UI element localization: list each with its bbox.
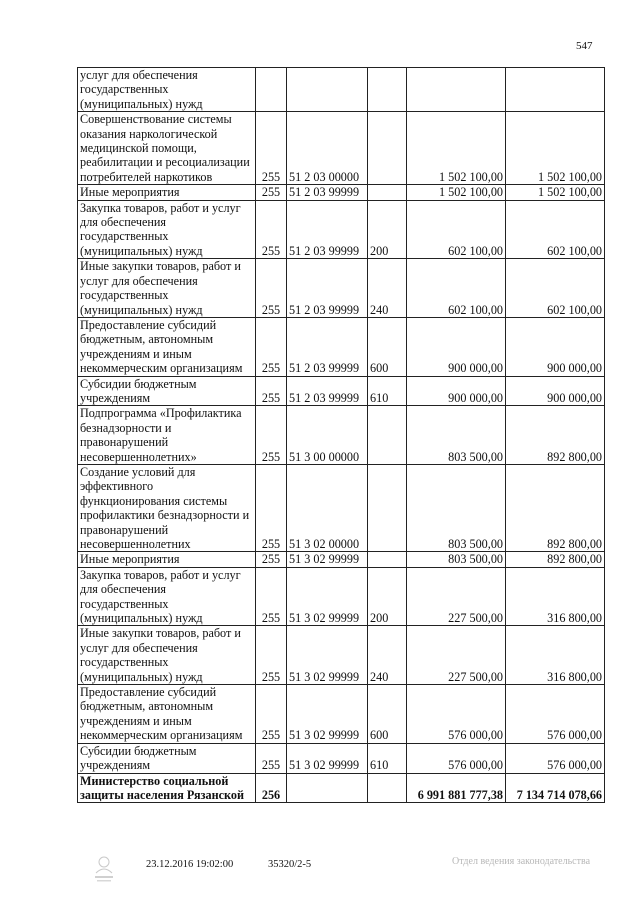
row-amount-2017-cell: 803 500,00 [407,552,506,567]
row-target-article-cell: 51 3 02 99999 [287,626,368,685]
row-amount-2018-cell: 576 000,00 [506,685,605,744]
row-expense-type-cell [368,773,407,803]
budget-table-body [78,68,605,803]
table-row [78,200,605,259]
row-name-cell: Иные закупки товаров, работ и услуг для обеспечения государственных (муниципальных) нужд [78,259,256,318]
row-admin-code-cell: 255 [256,567,287,626]
row-admin-code-cell: 255 [256,464,287,551]
document-emblem-icon [90,853,118,883]
row-amount-2018-cell [506,68,605,112]
row-admin-code-cell: 255 [256,112,287,185]
row-expense-type-cell [368,112,407,185]
row-amount-2017-cell: 1 502 100,00 [407,112,506,185]
row-expense-type-cell: 600 [368,317,407,376]
row-amount-2017-cell: 6 991 881 777,38 [407,773,506,803]
row-expense-type-cell: 200 [368,567,407,626]
row-amount-2017-cell: 227 500,00 [407,626,506,685]
row-target-article-cell: 51 2 03 99999 [287,317,368,376]
row-amount-2017-cell: 803 500,00 [407,406,506,465]
row-target-article-cell: 51 2 03 99999 [287,376,368,406]
row-admin-code-cell: 255 [256,406,287,465]
row-name-cell: Совершенствование системы оказания наркологической медицинской помощи, реабилитации и ресоциализации потребителей наркотиков [78,112,256,185]
row-amount-2017-cell: 900 000,00 [407,376,506,406]
row-admin-code-cell: 255 [256,552,287,567]
row-amount-2018-cell: 576 000,00 [506,743,605,773]
row-amount-2018-cell: 892 800,00 [506,464,605,551]
row-admin-code-cell: 256 [256,773,287,803]
table-row [78,685,605,744]
row-amount-2018-cell: 7 134 714 078,66 [506,773,605,803]
row-name-cell: Иные закупки товаров, работ и услуг для обеспечения государственных (муниципальных) нужд [78,626,256,685]
row-admin-code-cell: 255 [256,185,287,200]
row-name-cell: услуг для обеспечения государственных (муниципальных) нужд [78,68,256,112]
row-amount-2018-cell: 602 100,00 [506,259,605,318]
row-name-cell: Субсидии бюджетным учреждениям [78,743,256,773]
row-name-cell: Закупка товаров, работ и услуг для обеспечения государственных (муниципальных) нужд [78,200,256,259]
row-amount-2017-cell: 803 500,00 [407,464,506,551]
page-number: 547 [576,40,593,52]
row-amount-2017-cell: 1 502 100,00 [407,185,506,200]
budget-table [77,67,605,803]
row-expense-type-cell [368,464,407,551]
table-row [78,464,605,551]
row-target-article-cell: 51 2 03 00000 [287,112,368,185]
row-expense-type-cell: 240 [368,259,407,318]
row-name-cell: Предоставление субсидий бюджетным, автономным учреждениям и иным некоммерческим организациям [78,685,256,744]
row-expense-type-cell: 610 [368,743,407,773]
row-admin-code-cell: 255 [256,259,287,318]
row-target-article-cell: 51 2 03 99999 [287,185,368,200]
row-expense-type-cell: 240 [368,626,407,685]
row-expense-type-cell [368,68,407,112]
row-expense-type-cell: 200 [368,200,407,259]
row-expense-type-cell [368,552,407,567]
row-amount-2017-cell: 602 100,00 [407,200,506,259]
row-target-article-cell [287,68,368,112]
row-target-article-cell [287,773,368,803]
row-amount-2018-cell: 316 800,00 [506,626,605,685]
row-amount-2018-cell: 900 000,00 [506,317,605,376]
row-admin-code-cell: 255 [256,743,287,773]
row-target-article-cell: 51 3 02 00000 [287,464,368,551]
row-amount-2018-cell: 316 800,00 [506,567,605,626]
row-amount-2017-cell: 227 500,00 [407,567,506,626]
table-row [78,552,605,567]
row-amount-2017-cell: 576 000,00 [407,743,506,773]
row-admin-code-cell: 255 [256,376,287,406]
row-expense-type-cell [368,185,407,200]
table-row [78,567,605,626]
table-row [78,626,605,685]
row-target-article-cell: 51 3 02 99999 [287,567,368,626]
table-row [78,68,605,112]
table-row [78,773,605,803]
table-row [78,112,605,185]
row-name-cell: Закупка товаров, работ и услуг для обеспечения государственных (муниципальных) нужд [78,567,256,626]
row-amount-2018-cell: 892 800,00 [506,552,605,567]
row-admin-code-cell [256,68,287,112]
row-expense-type-cell: 600 [368,685,407,744]
row-expense-type-cell [368,406,407,465]
page-footer [0,855,640,895]
table-row [78,406,605,465]
row-name-cell: Иные мероприятия [78,552,256,567]
row-name-cell: Создание условий для эффективного функционирования системы профилактики безнадзорности и правонарушений несовершеннолетних [78,464,256,551]
table-row [78,185,605,200]
row-amount-2018-cell: 602 100,00 [506,200,605,259]
row-admin-code-cell: 255 [256,200,287,259]
row-expense-type-cell: 610 [368,376,407,406]
row-name-cell: Министерство социальной защиты населения Рязанской [78,773,256,803]
table-row [78,259,605,318]
row-name-cell: Предоставление субсидий бюджетным, автономным учреждениям и иным некоммерческим организациям [78,317,256,376]
document-number: 35320/2-5 [268,859,312,870]
row-target-article-cell: 51 2 03 99999 [287,200,368,259]
row-amount-2018-cell: 1 502 100,00 [506,112,605,185]
row-target-article-cell: 51 3 02 99999 [287,552,368,567]
row-target-article-cell: 51 3 02 99999 [287,685,368,744]
row-target-article-cell: 51 3 02 99999 [287,743,368,773]
row-name-cell: Иные мероприятия [78,185,256,200]
row-amount-2018-cell: 1 502 100,00 [506,185,605,200]
row-amount-2018-cell: 900 000,00 [506,376,605,406]
row-name-cell: Субсидии бюджетным учреждениям [78,376,256,406]
row-admin-code-cell: 255 [256,317,287,376]
stamp-note: Отдел ведения законодательства [451,856,591,867]
registration-timestamp: 23.12.2016 19:02:00 [146,859,234,870]
row-admin-code-cell: 255 [256,626,287,685]
row-amount-2018-cell: 892 800,00 [506,406,605,465]
table-row [78,376,605,406]
row-amount-2017-cell: 602 100,00 [407,259,506,318]
row-name-cell: Подпрограмма «Профилактика безнадзорности и правонарушений несовершеннолетних» [78,406,256,465]
row-amount-2017-cell: 576 000,00 [407,685,506,744]
table-row [78,317,605,376]
row-admin-code-cell: 255 [256,685,287,744]
row-target-article-cell: 51 3 00 00000 [287,406,368,465]
table-row [78,743,605,773]
row-amount-2017-cell [407,68,506,112]
row-amount-2017-cell: 900 000,00 [407,317,506,376]
row-target-article-cell: 51 2 03 99999 [287,259,368,318]
